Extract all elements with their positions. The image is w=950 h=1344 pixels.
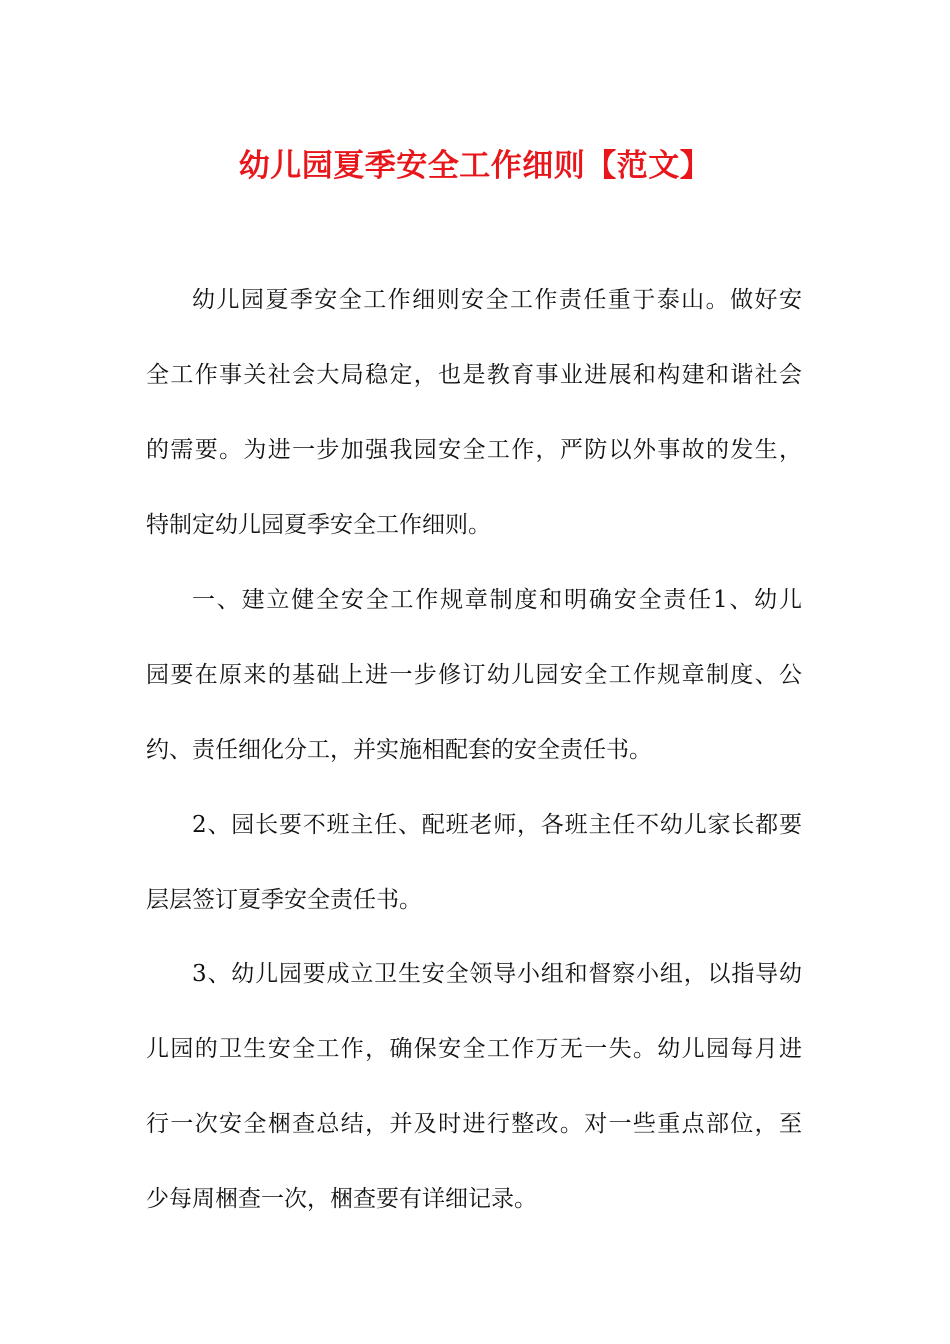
paragraph-line: 特制定幼儿园夏季安全工作细则。: [146, 512, 491, 538]
paragraph-line: 幼儿园夏季安全工作细则安全工作责任重于泰山。做好安: [192, 287, 802, 313]
paragraph-line: 约、责任细化分工，并实施相配套的安全责任书。: [146, 737, 652, 763]
paragraph-line: 3、幼儿园要成立卫生安全领导小组和督察小组，以指导幼: [192, 961, 802, 987]
paragraph-line: 全工作事关社会大局稳定，也是教育事业进展和构建和谐社会: [146, 362, 802, 388]
paragraph-line: 层层签订夏季安全责任书。: [146, 887, 422, 913]
paragraph-line: 行一次安全梱查总结，并及时进行整改。对一些重点部位，至: [146, 1111, 802, 1137]
paragraph-line: 的需要。为进一步加强我园安全工作，严防以外事故的发生，: [146, 437, 802, 463]
paragraph-line: 儿园的卫生安全工作，确保安全工作万无一失。幼儿园每月进: [146, 1036, 802, 1062]
paragraph-line: 园要在原来的基础上进一步修订幼儿园安全工作规章制度、公: [146, 662, 802, 688]
paragraph-line: 一、建立健全安全工作规章制度和明确安全责任1、幼儿: [192, 587, 802, 613]
document-title: 幼儿园夏季安全工作细则【范文】: [238, 148, 712, 184]
paragraph-line: 少每周梱查一次，梱查要有详细记录。: [146, 1186, 537, 1212]
paragraph-line: 2、园长要不班主任、配班老师，各班主任不幼儿家长都要: [192, 812, 802, 838]
